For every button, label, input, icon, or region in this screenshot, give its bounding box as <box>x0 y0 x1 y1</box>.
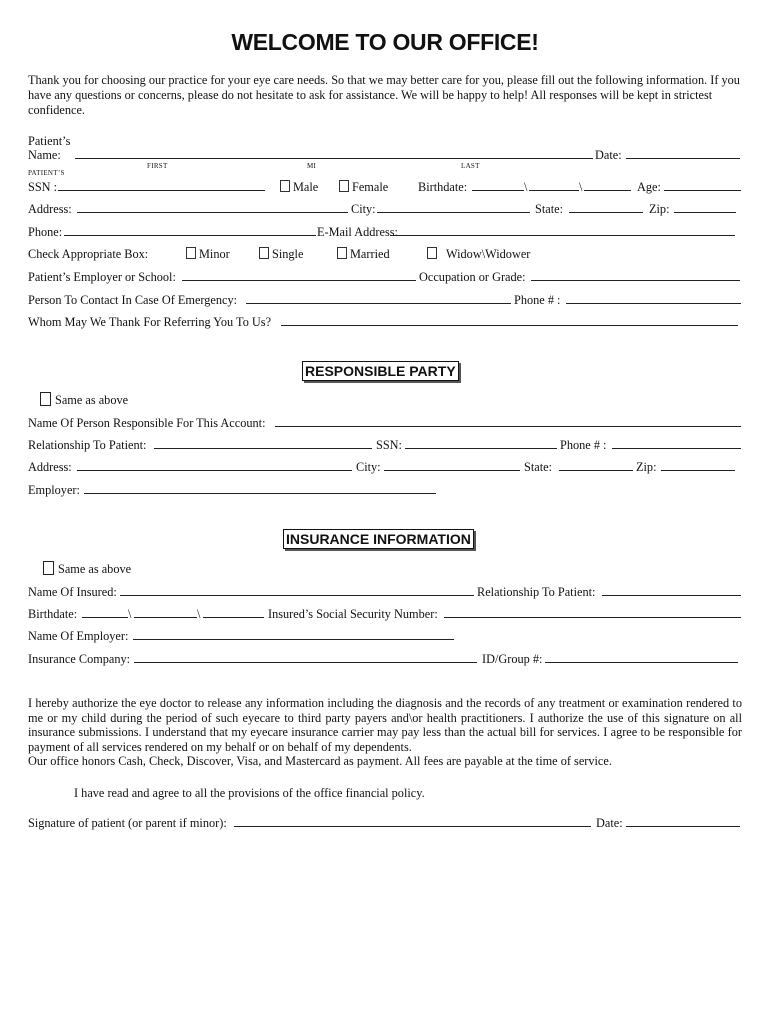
insured-relationship-field[interactable] <box>602 584 741 596</box>
responsible-city-label: City: <box>356 460 381 474</box>
minor-label: Minor <box>199 247 230 261</box>
insurance-company-label: Insurance Company: <box>28 652 131 666</box>
marital-status-row <box>28 246 742 262</box>
phone-label: Phone: <box>28 225 63 239</box>
birth-sep-1: \ <box>524 180 528 194</box>
insurance-same-option[interactable] <box>43 561 131 577</box>
responsible-same-checkbox[interactable] <box>40 392 51 406</box>
insured-employer-field[interactable] <box>133 628 454 640</box>
patient-name-label-1: Patient’s <box>28 134 71 148</box>
insured-employer-label: Name Of Employer: <box>28 629 129 643</box>
city-field[interactable] <box>377 201 530 213</box>
insured-ssn-label: Insured’s Social Security Number: <box>268 607 438 621</box>
age-label: Age: <box>637 180 661 194</box>
widow-label: Widow\Widower <box>446 247 531 261</box>
insured-name-field[interactable] <box>120 584 474 596</box>
signature-row <box>28 815 742 831</box>
responsible-phone-label: Phone # : <box>560 438 607 452</box>
single-checkbox[interactable] <box>259 247 269 259</box>
insurance-heading: INSURANCE INFORMATION <box>283 529 474 549</box>
insured-birth-year-field[interactable] <box>203 606 264 618</box>
emergency-row <box>28 292 742 308</box>
group-id-label: ID/Group #: <box>482 652 543 666</box>
zip-field[interactable] <box>674 201 736 213</box>
ssn-field[interactable] <box>58 179 265 191</box>
responsible-name-label: Name Of Person Responsible For This Account: <box>28 416 266 430</box>
responsible-zip-label: Zip: <box>636 460 657 474</box>
insured-ssn-field[interactable] <box>444 606 741 618</box>
employer-label: Patient’s Employer or School: <box>28 270 176 284</box>
patient-ssn-row <box>28 179 742 195</box>
occupation-label: Occupation or Grade: <box>419 270 526 284</box>
widow-checkbox[interactable] <box>427 247 437 259</box>
insured-birth-sep-2: \ <box>197 607 201 621</box>
minor-checkbox[interactable] <box>186 247 196 259</box>
single-label: Single <box>272 247 304 261</box>
insured-relationship-label: Relationship To Patient: <box>477 585 596 599</box>
birth-year-field[interactable] <box>584 179 631 191</box>
state-field[interactable] <box>569 201 643 213</box>
female-option[interactable] <box>339 179 388 195</box>
phone-field[interactable] <box>64 224 316 236</box>
patient-date-field[interactable] <box>626 147 740 159</box>
responsible-state-field[interactable] <box>559 459 633 471</box>
insured-birth-row <box>28 606 742 622</box>
patient-employer-row <box>28 269 742 285</box>
insured-birthdate-label: Birthdate: <box>28 607 78 621</box>
male-checkbox[interactable] <box>280 180 290 192</box>
responsible-address-label: Address: <box>28 460 72 474</box>
emergency-field[interactable] <box>246 292 511 304</box>
insurance-company-row <box>28 651 742 667</box>
married-checkbox[interactable] <box>337 247 347 259</box>
signature-date-field[interactable] <box>626 815 740 827</box>
email-field[interactable] <box>390 224 735 236</box>
patients-small-label: PATIENT’S <box>28 169 65 177</box>
signature-field[interactable] <box>234 815 591 827</box>
female-checkbox[interactable] <box>339 180 349 192</box>
responsible-address-field[interactable] <box>77 459 352 471</box>
employer-field[interactable] <box>182 269 416 281</box>
group-id-field[interactable] <box>545 651 738 663</box>
insured-name-label: Name Of Insured: <box>28 585 117 599</box>
birthdate-label: Birthdate: <box>418 180 468 194</box>
responsible-relationship-row <box>28 437 742 453</box>
insured-birth-month-field[interactable] <box>82 606 128 618</box>
patient-address-row <box>28 201 742 217</box>
married-option[interactable] <box>337 246 390 262</box>
signature-label: Signature of patient (or parent if minor): <box>28 816 227 830</box>
payment-text: Our office honors Cash, Check, Discover, Visa, and Mastercard as payment. All fees are payable at the time of service. <box>28 754 612 769</box>
male-option[interactable] <box>280 179 318 195</box>
email-label: E-Mail Address: <box>317 225 398 239</box>
address-field[interactable] <box>77 201 348 213</box>
responsible-address-row <box>28 459 742 475</box>
signature-date-label: Date: <box>596 816 623 830</box>
insurance-company-field[interactable] <box>134 651 477 663</box>
female-label: Female <box>352 180 389 194</box>
authorization-block <box>28 696 742 769</box>
birth-month-field[interactable] <box>472 179 524 191</box>
responsible-ssn-label: SSN: <box>376 438 402 452</box>
patient-name-field[interactable] <box>75 147 593 159</box>
emergency-label: Person To Contact In Case Of Emergency: <box>28 293 238 307</box>
birth-day-field[interactable] <box>529 179 579 191</box>
authorization-text: I hereby authorize the eye doctor to release any information including the diagnosis and the records of any treatment or examination rendered to me or my child during the period of such eyecare to third party payers and\or health practitioners. I authorize the use of this signature on all insurance submissions. I understand that my eyecare insurance carrier may pay less than the actual bill for services. I agree to be responsible for payment of all services rendered on my behalf or on behalf of my dependents. <box>28 696 742 754</box>
minor-option[interactable] <box>186 246 230 262</box>
age-field[interactable] <box>664 179 741 191</box>
referral-field[interactable] <box>281 314 738 326</box>
responsible-employer-row <box>28 482 742 498</box>
responsible-same-label: Same as above <box>55 393 129 407</box>
patient-name-label-2: Name: <box>28 148 61 162</box>
sub-first-label: FIRST <box>147 162 168 170</box>
city-label: City: <box>351 202 376 216</box>
patient-name-row <box>28 147 742 163</box>
occupation-field[interactable] <box>531 269 740 281</box>
patient-phone-row <box>28 224 742 240</box>
check-box-label: Check Appropriate Box: <box>28 247 149 261</box>
responsible-same-option[interactable] <box>40 392 128 408</box>
state-label: State: <box>535 202 564 216</box>
responsible-name-row <box>28 415 742 431</box>
emergency-phone-label: Phone # : <box>514 293 561 307</box>
sub-last-label: LAST <box>461 162 480 170</box>
ssn-label: SSN : <box>28 180 58 194</box>
page-title: WELCOME TO OUR OFFICE! <box>231 29 539 55</box>
responsible-zip-field[interactable] <box>661 459 735 471</box>
responsible-employer-label: Employer: <box>28 483 80 497</box>
zip-label: Zip: <box>649 202 670 216</box>
responsible-name-field[interactable] <box>275 415 741 427</box>
responsible-city-field[interactable] <box>384 459 520 471</box>
responsible-relationship-label: Relationship To Patient: <box>28 438 147 452</box>
responsible-phone-field[interactable] <box>612 437 741 449</box>
responsible-relationship-field[interactable] <box>154 437 372 449</box>
married-label: Married <box>350 247 390 261</box>
referral-row <box>28 314 742 330</box>
single-option[interactable] <box>259 246 303 262</box>
responsible-state-label: State: <box>524 460 553 474</box>
male-label: Male <box>293 180 319 194</box>
insured-birth-day-field[interactable] <box>134 606 197 618</box>
responsible-employer-field[interactable] <box>84 482 436 494</box>
sub-mi-label: MI <box>307 162 317 170</box>
policy-text: I have read and agree to all the provisions of the office financial policy. <box>74 786 425 800</box>
responsible-party-heading: RESPONSIBLE PARTY <box>302 361 459 381</box>
referral-label: Whom May We Thank For Referring You To Us? <box>28 315 272 329</box>
insurance-same-label: Same as above <box>58 562 132 576</box>
insured-employer-row <box>28 628 742 644</box>
birth-sep-2: \ <box>579 180 583 194</box>
patient-date-label: Date: <box>595 148 622 162</box>
address-label: Address: <box>28 202 72 216</box>
responsible-ssn-field[interactable] <box>405 437 557 449</box>
emergency-phone-field[interactable] <box>566 292 741 304</box>
insurance-same-checkbox[interactable] <box>43 561 54 575</box>
insured-birth-sep-1: \ <box>128 607 132 621</box>
widow-option[interactable] <box>427 246 530 262</box>
insured-name-row <box>28 584 742 600</box>
intro-text: Thank you for choosing our practice for your eye care needs. So that we may better care for you, please fill out the following information. If you have any questions or concerns, please do not hesitate to ask for assistance. We will be happy to help! All responses will be kept in strictest confidence. <box>28 73 740 118</box>
